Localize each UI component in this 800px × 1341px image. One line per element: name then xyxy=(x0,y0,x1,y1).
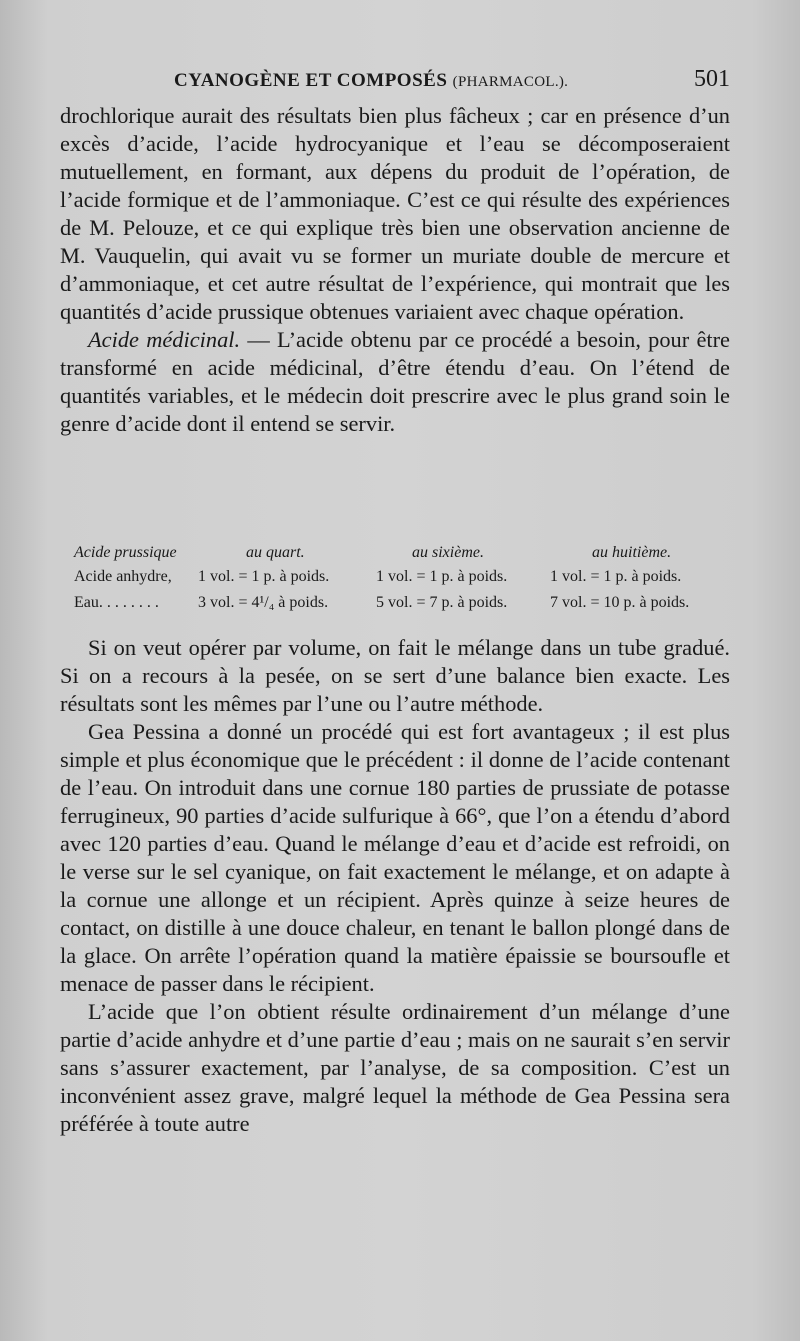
table-header: au sixième. xyxy=(412,544,484,561)
table-header-row xyxy=(74,540,734,568)
dilution-table xyxy=(74,540,734,620)
running-title xyxy=(174,70,568,92)
medicinal-text: — L’acide obtenu par ce procédé a besoin, pour être transformé en acide médicinal, d’être étendu d’eau. On l’étend de quantités variables, et le médecin doit prescrire avec le plus grand soin le genre d’acide dont il entend se servir. xyxy=(60,327,730,436)
running-title-main: CYANOGÈNE ET COMPOSÉS xyxy=(174,70,448,91)
table-cell: 5 vol. = 7 p. à poids. xyxy=(376,594,508,611)
main-text-bottom xyxy=(60,634,730,1138)
table-cell: 7 vol. = 10 p. à poids. xyxy=(550,594,690,611)
page-number: 501 xyxy=(694,66,730,92)
paragraph: L’acide que l’on obtient résulte ordinairement d’un mélange d’une partie d’acide anhydre et d’une partie d’eau ; mais on ne saurait s’en servir sans s’assurer exactement, par l’analyse, de sa composition. C’est un inconvénient assez grave, malgré lequel la méthode de Gea Pessina sera préférée à toute autre xyxy=(60,999,730,1136)
table-cell: 3 vol. = 4¹/₄ à poids. xyxy=(198,594,329,611)
paragraph: Si on veut opérer par volume, on fait le mélange dans un tube gradué. Si on a recours à la pesée, on se sert d’une balance bien exacte. Les résultats sont les mêmes par l’une ou l’autre méthode. xyxy=(60,635,730,716)
main-text-top xyxy=(60,102,730,438)
running-title-section: (PHARMACOL.). xyxy=(452,74,569,90)
table-row xyxy=(74,568,734,594)
paragraph: drochlorique aurait des résultats bien plus fâcheux ; car en présence d’un excès d’acide, l’acide hydrocyanique et l’eau se décomposeraient mutuellement, en formant, aux dépens du produit de l’opération, de l’acide formique et de l’ammoniaque. C’est ce qui résulte des expériences de M. Pelouze, et ce qui explique très bien une observation ancienne de M. Vauquelin, qui avait vu se former un muriate double de mercure et d’ammoniaque, et cet autre résultat de l’expérience, qui montrait que les quantités d’acide prussique obtenues variaient avec chaque opération. xyxy=(60,103,730,324)
running-header xyxy=(62,66,730,102)
table-header: au quart. xyxy=(246,544,305,561)
paragraph: Gea Pessina a donné un procédé qui est fort avantageux ; il est plus simple et plus économique que le précédent : il donne de l’acide contenant de l’eau. On introduit dans une cornue 180 parties de prussiate de potasse ferrugineux, 90 parties d’acide sulfurique à 66°, que l’on a étendu d’abord avec 120 parties d’eau. Quand le mélange d’eau et d’acide est refroidi, on le verse sur le sel cyanique, on fait exactement le mélange, et on adapte à la cornue une allonge et un récipient. Après quinze à seize heures de contact, on distille à une douce chaleur, en tenant le ballon plongé dans de la glace. On arrête l’opération quand la matière épaissie se boursoufle et menace de passer dans le récipient. xyxy=(60,719,730,996)
table-header: au huitième. xyxy=(592,544,672,561)
table-row xyxy=(74,594,734,620)
table-cell: Acide anhydre, xyxy=(74,568,172,585)
table-cell: 1 vol. = 1 p. à poids. xyxy=(550,568,682,585)
table-cell: 1 vol. = 1 p. à poids. xyxy=(376,568,508,585)
medicinal-label: Acide médicinal. xyxy=(88,327,241,352)
paragraph-medicinal xyxy=(60,326,730,438)
table-cell: Eau. . . . . . . . xyxy=(74,594,159,611)
table-header: Acide prussique xyxy=(74,544,177,561)
table-cell: 1 vol. = 1 p. à poids. xyxy=(198,568,330,585)
